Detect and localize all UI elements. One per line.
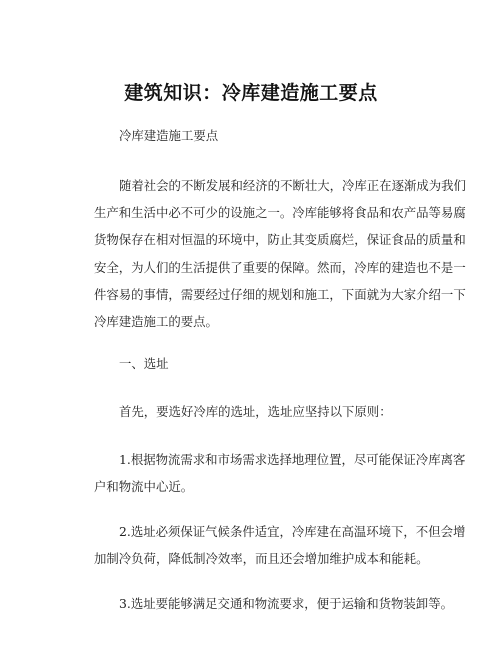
subtitle-text: 冷库建造施工要点 <box>119 128 219 143</box>
section-lead-paragraph <box>94 398 418 425</box>
list-item-line: 3.选址要能够满足交通和物流要求，便于运输和货物装卸等。 <box>119 596 453 611</box>
intro-line: 随着社会的不断发展和经济的不断壮大，冷库正在逐渐成为我们 <box>119 178 466 193</box>
intro-line: 件容易的事情，需要经过仔细的规划和施工，下面就为大家介绍一下 <box>94 286 466 302</box>
intro-paragraph <box>94 172 466 335</box>
intro-line: 安全，为人们的生活提供了重要的保障。然而，冷库的建造也不是一 <box>94 259 466 275</box>
list-item-line: 加制冷负荷，降低制冷效率，而且还会增加维护成本和能耗。 <box>94 551 429 567</box>
list-item-line: 户和物流中心近。 <box>94 479 194 495</box>
list-item-2 <box>94 518 466 572</box>
list-item-line: 2.选址必须保证气候条件适宜，冷库建在高温环境下，不但会增 <box>119 524 466 539</box>
list-item-line: 1.根据物流需求和市场需求选择地理位置，尽可能保证冷库离客 <box>119 452 466 467</box>
section-heading: 一、选址 <box>119 356 169 371</box>
intro-line: 冷库建造施工的要点。 <box>94 313 218 329</box>
list-item-1 <box>94 446 466 500</box>
subtitle-paragraph <box>94 122 418 149</box>
document-title: 建筑知识：冷库建造施工要点 <box>124 82 378 104</box>
section-lead: 首先，要选好冷库的选址，选址应坚持以下原则： <box>119 404 392 419</box>
list-item-3 <box>94 590 453 617</box>
intro-line: 货物保存在相对恒温的环境中，防止其变质腐烂，保证食品的质量和 <box>94 232 466 248</box>
section-heading-paragraph <box>94 350 418 377</box>
intro-line: 生产和生活中必不可少的设施之一。冷库能够将食品和农产品等易腐 <box>94 205 466 221</box>
